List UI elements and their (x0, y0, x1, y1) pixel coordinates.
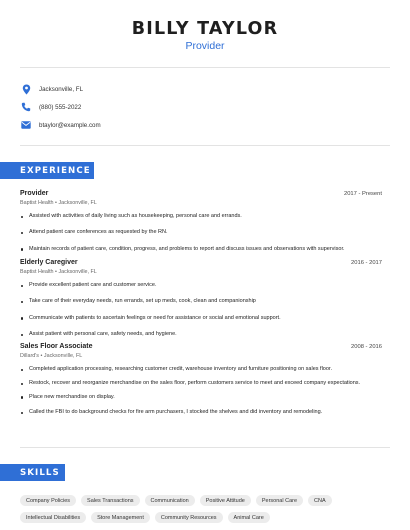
job-bullet: Maintain records of patient care, condition, progress, and problems to report and discuss issues and observations with supervisor. (20, 246, 382, 253)
skill-chip: Positive Attitude (200, 495, 251, 506)
skills-heading: SKILLS (0, 464, 65, 481)
job-company: Baptist Health (20, 200, 54, 206)
job-company-location: Baptist Health • Jacksonville, FL (20, 200, 97, 206)
skill-chip: Animal Care (228, 512, 270, 523)
resume-name: BILLY TAYLOR (131, 19, 279, 39)
job-title: Elderly Caregiver (20, 259, 78, 266)
job-dates: 2016 - 2017 (351, 260, 382, 266)
phone-icon (20, 101, 32, 113)
job-dates: 2008 - 2016 (351, 344, 382, 350)
job-bullet: Take care of their everyday needs, run errands, set up meds, cook, clean and companionship (20, 298, 382, 305)
experience-heading: EXPERIENCE (0, 162, 94, 179)
divider (20, 145, 390, 146)
job-location: Jacksonville, FL (58, 269, 97, 275)
job-title: Provider (20, 190, 49, 197)
job-company-location: Baptist Health • Jacksonville, FL (20, 269, 97, 275)
divider (20, 447, 390, 448)
job-company-location: Dillard's • Jacksonville, FL (20, 353, 83, 359)
skill-chip: Community Resources (155, 512, 223, 523)
skill-chip: Communication (145, 495, 195, 506)
job-bullet: Attend patient care conferences as requested by the RN. (20, 229, 382, 236)
job-entry (20, 343, 382, 417)
contact-location-text: Jacksonville, FL (39, 85, 84, 93)
job-dates: 2017 - Present (343, 191, 382, 197)
job-entry (20, 259, 382, 339)
job-company: Baptist Health (20, 269, 54, 275)
contact-phone-text: (880) 555-2022 (39, 103, 82, 111)
job-location: Jacksonville, FL (43, 353, 83, 359)
divider (20, 67, 390, 68)
job-location: Jacksonville, FL (58, 200, 97, 206)
job-bullet: Restock, recover and reorganize merchandise on the sales floor, perform customers service to meet and exceed company expectations. (20, 380, 382, 387)
job-bullet: Assisted with activities of daily living such as housekeeping, personal care and errands. (20, 213, 382, 220)
skill-chip: Intellectual Disabilities (20, 512, 86, 523)
resume-role: Provider (185, 40, 225, 52)
skills-list (20, 495, 400, 523)
job-company: Dillard's (20, 353, 40, 359)
job-bullet: Called the FBI to do background checks for fire arm purchasers, I stocked the shelves and did inventory and remodeling. (20, 409, 382, 416)
email-icon (20, 119, 32, 131)
job-bullet: Communicate with patients to ascertain feelings or need for assistance or social and emotional support. (20, 315, 382, 322)
contact-phone (20, 100, 81, 114)
location-pin-icon (20, 83, 32, 95)
job-bullet: Assist patient with personal care, safety needs, and hygiene. (20, 331, 382, 338)
skill-chip: Sales Transactions (81, 495, 139, 506)
job-entry (20, 190, 382, 253)
contact-email (20, 118, 101, 132)
contact-location (20, 82, 83, 96)
contact-email-text: btaylor@example.com (39, 121, 101, 129)
job-title: Sales Floor Associate (20, 343, 93, 350)
job-bullet: Completed application processing, researching customer credit, warehouse inventory and furniture positioning on sales floor. (20, 366, 382, 373)
skill-chip: CNA (308, 495, 332, 506)
job-bullet: Place new merchandise on display. (20, 394, 382, 401)
skill-chip: Personal Care (256, 495, 303, 506)
skill-chip: Store Management (91, 512, 150, 523)
skill-chip: Company Policies (20, 495, 76, 506)
job-bullet: Provide excellent patient care and customer service. (20, 282, 382, 289)
